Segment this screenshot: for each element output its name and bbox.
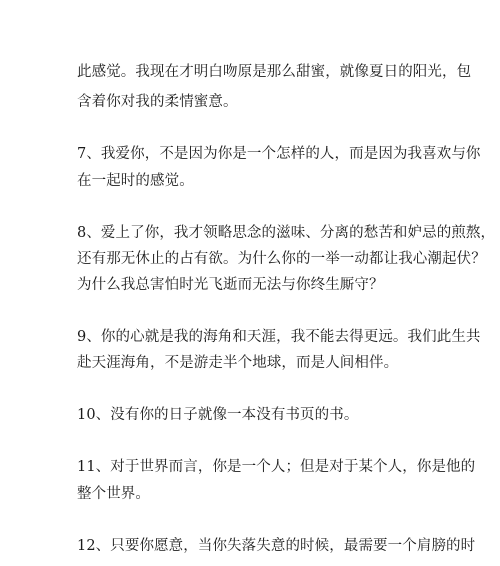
text-line: 赴天涯海角，不是游走半个地球，而是人间相伴。 bbox=[77, 355, 399, 371]
text-line: 11、对于世界而言，你是一个人；但是对于某个人，你是他的 bbox=[77, 459, 476, 475]
text-line: 为什么我总害怕时光飞逝而无法与你终生厮守？ bbox=[77, 277, 384, 293]
text-line: 整个世界。 bbox=[77, 486, 150, 502]
text-line: 10、没有你的日子就像一本没有书页的书。 bbox=[77, 407, 359, 423]
text-line: 12、只要你愿意，当你失落失意的时候，最需要一个肩膀的时 bbox=[77, 538, 476, 554]
text-line: 还有那无休止的占有欲。为什么你的一举一动都让我心潮起伏？ bbox=[77, 251, 486, 267]
text-line: 8、爱上了你，我才领略思念的滋味、分离的愁苦和妒忌的煎熬， bbox=[77, 225, 496, 241]
text-line: 此感觉。我现在才明白吻原是那么甜蜜，就像夏日的阳光，包 bbox=[77, 64, 472, 80]
text-line: 9、你的心就是我的海角和天涯，我不能去得更远。我们此生共 bbox=[77, 329, 481, 345]
text-line: 在一起时的感觉。 bbox=[77, 173, 194, 189]
text-line: 含着你对我的柔情蜜意。 bbox=[77, 94, 238, 110]
text-line: 7、我爱你，不是因为你是一个怎样的人，而是因为我喜欢与你 bbox=[77, 146, 481, 162]
